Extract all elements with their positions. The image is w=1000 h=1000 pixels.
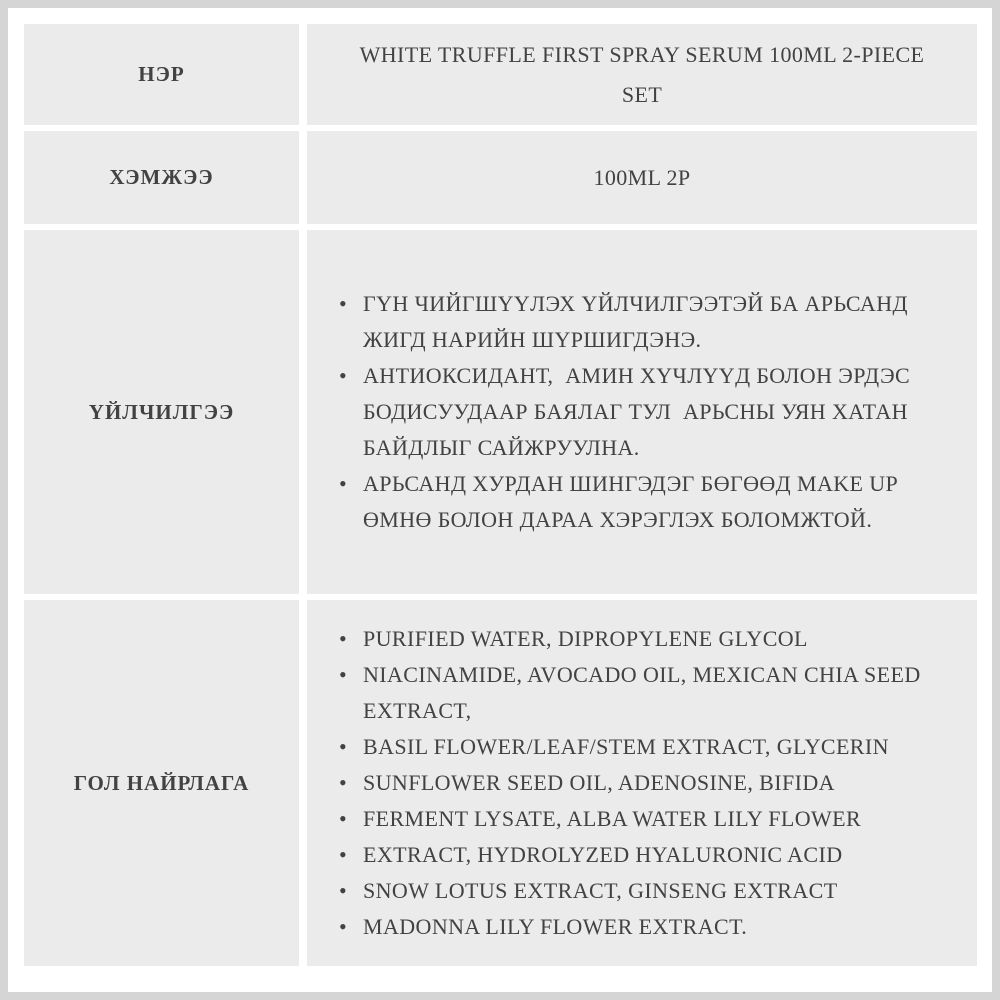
- function-bullet-list: [337, 286, 957, 538]
- product-info-table: [24, 24, 977, 966]
- function-list-item: • АРЬСАНД ХУРДАН ШИНГЭДЭГ БӨГӨӨД MAKE UP ӨМНӨ БОЛОН ДАРАА ХЭРЭГЛЭХ БОЛОМЖТОЙ.: [337, 466, 957, 538]
- row-name-value-cell: [307, 24, 977, 125]
- size-value: 100ML 2P: [593, 164, 691, 190]
- row-size-value-cell: [307, 131, 977, 224]
- product-name-value: WHITE TRUFFLE FIRST SPRAY SERUM 100ML 2-PIECE SET: [359, 41, 925, 107]
- row-function-value-cell: [307, 230, 977, 594]
- ingredient-list-item: • EXTRACT, HYDROLYZED HYALURONIC ACID: [337, 837, 957, 873]
- ingredient-list-item: • NIACINAMIDE, AVOCADO OIL, MEXICAN CHIA SEED EXTRACT,: [337, 657, 957, 729]
- ingredient-list-item: • SUNFLOWER SEED OIL, ADENOSINE, BIFIDA: [337, 765, 957, 801]
- size-label: ХЭМЖЭЭ: [109, 165, 214, 189]
- function-list-item: • АНТИОКСИДАНТ, АМИН ХҮЧЛҮҮД БОЛОН ЭРДЭС БОДИСУУДААР БАЯЛАГ ТУЛ АРЬСНЫ УЯН ХАТАН БАЙДЛЫГ САЙЖРУУЛНА.: [337, 358, 957, 466]
- ingredient-list-item: • BASIL FLOWER/LEAF/STEM EXTRACT, GLYCERIN: [337, 729, 957, 765]
- ingredient-list-item: • SNOW LOTUS EXTRACT, GINSENG EXTRACT: [337, 873, 957, 909]
- name-label: НЭР: [138, 62, 185, 86]
- row-ingredients-label-cell: [24, 600, 299, 966]
- row-size-label-cell: [24, 131, 299, 224]
- function-list-item: • ГҮН ЧИЙГШҮҮЛЭХ ҮЙЛЧИЛГЭЭТЭЙ БА АРЬСАНД ЖИГД НАРИЙН ШҮРШИГДЭНЭ.: [337, 286, 957, 358]
- row-name-label-cell: [24, 24, 299, 125]
- ingredient-list-item: • MADONNA LILY FLOWER EXTRACT.: [337, 909, 957, 945]
- ingredient-list-item: • PURIFIED WATER, DIPROPYLENE GLYCOL: [337, 621, 957, 657]
- row-ingredients-value-cell: [307, 600, 977, 966]
- ingredient-list-item: • FERMENT LYSATE, ALBA WATER LILY FLOWER: [337, 801, 957, 837]
- ingredients-label: ГОЛ НАЙРЛАГА: [73, 770, 250, 795]
- ingredients-bullet-list: [337, 621, 957, 945]
- row-function-label-cell: [24, 230, 299, 594]
- function-label: ҮЙЛЧИЛГЭЭ: [88, 399, 235, 424]
